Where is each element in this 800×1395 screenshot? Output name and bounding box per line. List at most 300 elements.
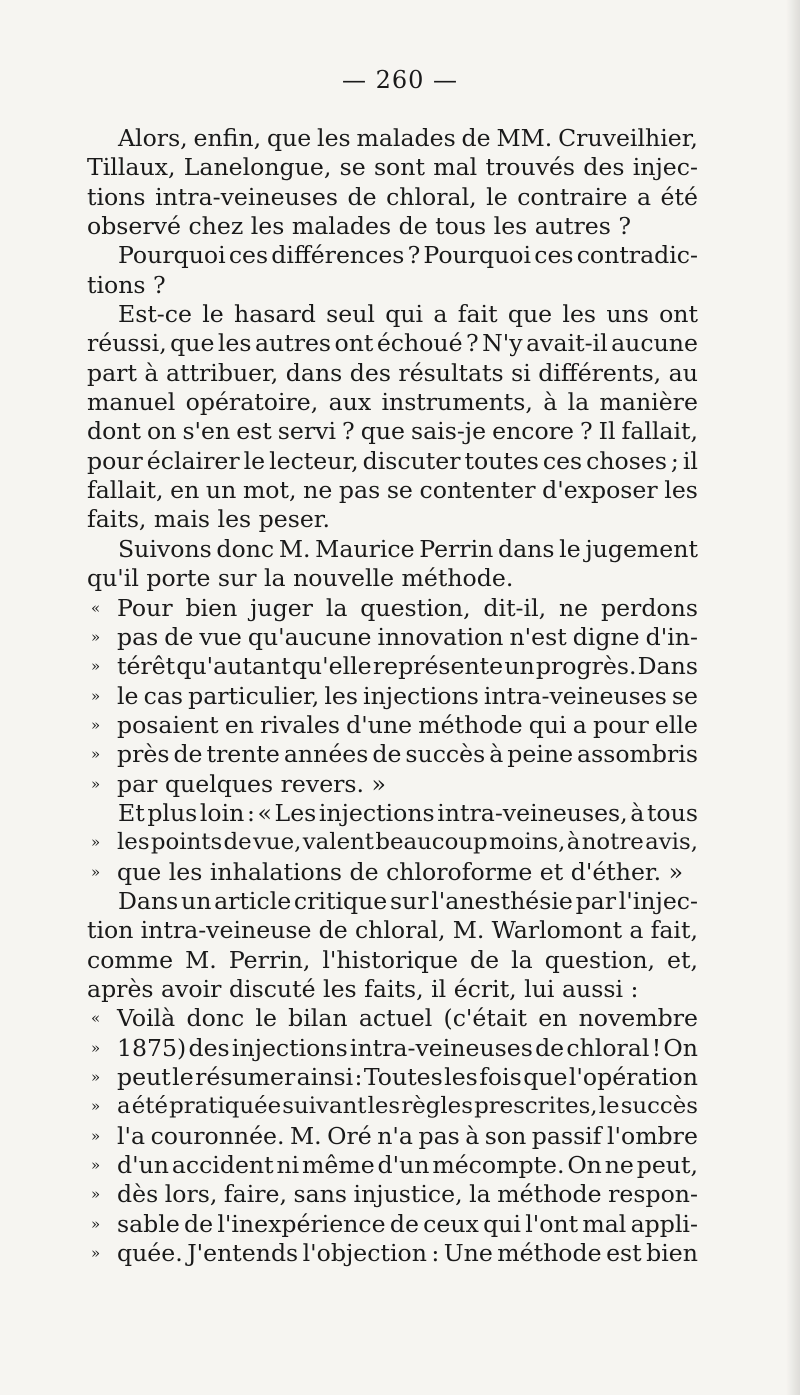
word: suivant bbox=[282, 1093, 367, 1120]
word: injections bbox=[231, 1033, 348, 1062]
word: posaient bbox=[117, 710, 219, 739]
text-line bbox=[0, 916, 800, 945]
word: dont bbox=[87, 417, 141, 446]
word: Une bbox=[443, 1239, 493, 1268]
line-text: observé chez les malades de tous les autres ? bbox=[87, 212, 632, 241]
text-line bbox=[0, 828, 800, 857]
text-line bbox=[0, 770, 800, 799]
word: ne bbox=[604, 1151, 634, 1180]
word: années bbox=[283, 740, 369, 769]
word: question, bbox=[360, 593, 471, 622]
word: N'y bbox=[482, 329, 523, 358]
word: M. bbox=[185, 945, 217, 974]
word: peine bbox=[507, 740, 574, 769]
word: progrès. bbox=[535, 652, 637, 681]
word: ni bbox=[276, 1151, 300, 1180]
word: que bbox=[360, 417, 405, 446]
text-line bbox=[0, 241, 800, 270]
text-line bbox=[0, 388, 800, 417]
word: encore bbox=[492, 417, 574, 446]
word: rivales bbox=[260, 710, 340, 739]
word: mot, bbox=[242, 476, 297, 505]
word: l'opération bbox=[568, 1063, 698, 1091]
word: à bbox=[630, 798, 645, 827]
word: attribuer, bbox=[165, 358, 279, 387]
word: novembre bbox=[578, 1004, 698, 1033]
word: Oré bbox=[327, 1121, 372, 1150]
word: représente bbox=[372, 652, 504, 681]
word: mécompte. bbox=[432, 1151, 565, 1180]
word: qui bbox=[528, 710, 567, 739]
word: contenter bbox=[419, 476, 536, 505]
word: résumer bbox=[195, 1063, 296, 1091]
word: pas bbox=[117, 622, 159, 651]
word: en bbox=[170, 476, 200, 505]
text-line bbox=[0, 975, 800, 1004]
quote-mark: » bbox=[91, 833, 101, 852]
word: M. bbox=[452, 916, 485, 945]
line-text: faits, mais les peser. bbox=[87, 505, 330, 534]
quote-mark: » bbox=[91, 686, 101, 705]
word: qu'autant bbox=[176, 652, 291, 681]
word: les bbox=[444, 1063, 478, 1091]
word: d'exposer bbox=[542, 476, 658, 505]
word: aucune bbox=[611, 329, 698, 358]
word: l'ont bbox=[525, 1209, 579, 1238]
word: de bbox=[535, 1033, 565, 1062]
word: de bbox=[470, 945, 500, 974]
word: l'anesthésie bbox=[431, 886, 573, 915]
word: hasard bbox=[234, 300, 316, 329]
word: uns bbox=[606, 300, 649, 329]
word: comme bbox=[87, 945, 174, 974]
quote-mark: » bbox=[91, 1214, 101, 1233]
word: la bbox=[567, 388, 590, 417]
word: le bbox=[255, 1004, 277, 1033]
word: chloral, bbox=[354, 916, 446, 945]
word: été bbox=[131, 1093, 168, 1120]
word: beaucoup bbox=[375, 829, 488, 856]
word: ! bbox=[651, 1033, 662, 1062]
text-line bbox=[0, 535, 800, 564]
word: le bbox=[243, 446, 266, 475]
word: injections bbox=[318, 798, 435, 827]
word: Et bbox=[118, 798, 145, 827]
word: par bbox=[575, 886, 617, 915]
word: à bbox=[543, 388, 558, 417]
text-line bbox=[0, 682, 800, 711]
word: juger bbox=[250, 593, 313, 622]
word: bilan bbox=[288, 1004, 348, 1033]
word: « bbox=[257, 798, 272, 827]
word: que bbox=[266, 124, 312, 152]
word: a bbox=[117, 1093, 131, 1120]
text-line bbox=[0, 359, 800, 388]
word: ? bbox=[466, 329, 479, 358]
word: opératoire, bbox=[185, 388, 319, 417]
word: manière bbox=[599, 388, 698, 417]
body-text bbox=[0, 124, 800, 1268]
word: des bbox=[583, 153, 625, 182]
word: les bbox=[117, 829, 150, 856]
text-line bbox=[0, 799, 800, 828]
word: a bbox=[629, 916, 644, 945]
word: innovation bbox=[377, 622, 504, 651]
word: instruments, bbox=[381, 388, 533, 417]
word: qu'aucune bbox=[247, 622, 372, 651]
word: n'a bbox=[377, 1121, 413, 1150]
word: le bbox=[172, 1063, 194, 1091]
quote-mark: » bbox=[91, 657, 101, 676]
word: fallait, bbox=[87, 476, 164, 505]
word: fait, bbox=[650, 916, 698, 945]
text-line bbox=[0, 1151, 800, 1180]
word: que bbox=[523, 1063, 568, 1091]
word: jugement bbox=[585, 534, 698, 563]
word: de bbox=[372, 740, 402, 769]
word: l'a bbox=[117, 1121, 146, 1150]
word: ont bbox=[659, 300, 698, 329]
word: la bbox=[511, 945, 533, 974]
word: règles bbox=[401, 1093, 473, 1120]
word: lecteur, bbox=[269, 446, 359, 475]
word: M. bbox=[278, 534, 311, 563]
word: actuel bbox=[358, 1004, 433, 1033]
line-text: après avoir discuté les faits, il écrit, lui aussi : bbox=[87, 974, 639, 1003]
word: succès bbox=[405, 740, 486, 769]
word: l'inexpérience bbox=[217, 1209, 386, 1238]
word: couronnée. bbox=[150, 1121, 285, 1150]
word: il bbox=[682, 446, 698, 475]
word: succès bbox=[620, 1093, 698, 1120]
word: : bbox=[246, 798, 255, 827]
word: digne bbox=[572, 622, 640, 651]
word: loin bbox=[199, 798, 245, 827]
word: l'historique bbox=[322, 945, 459, 974]
word: peut bbox=[117, 1063, 171, 1091]
text-line bbox=[0, 271, 800, 300]
word: faire, bbox=[223, 1180, 287, 1209]
text-line bbox=[0, 1063, 800, 1092]
word: ? bbox=[579, 417, 593, 446]
word: intra-veineuses, bbox=[437, 798, 628, 827]
word: d'un bbox=[377, 1151, 430, 1180]
word: toutes bbox=[464, 446, 539, 475]
word: manuel bbox=[87, 388, 176, 417]
word: à bbox=[566, 829, 581, 856]
text-line bbox=[0, 153, 800, 182]
word: bien bbox=[646, 1239, 698, 1268]
word: la bbox=[325, 593, 348, 622]
text-line bbox=[0, 740, 800, 769]
word: sur bbox=[389, 886, 429, 915]
word: contradic- bbox=[576, 241, 698, 270]
word: prescrites, bbox=[474, 1093, 598, 1120]
word: à bbox=[144, 358, 159, 387]
word: discuter bbox=[362, 446, 461, 475]
word: que bbox=[170, 329, 215, 358]
text-line bbox=[0, 417, 800, 446]
word: la bbox=[469, 1180, 491, 1209]
word: On bbox=[567, 1151, 602, 1180]
word: sais-je bbox=[411, 417, 487, 446]
word: qui bbox=[483, 1209, 521, 1238]
text-line bbox=[0, 124, 800, 153]
word: s'en bbox=[182, 417, 231, 446]
word: ces bbox=[534, 241, 574, 270]
word: dans bbox=[498, 534, 555, 563]
word: J'entends bbox=[187, 1239, 299, 1268]
word: méthode bbox=[497, 1239, 602, 1268]
word: tous bbox=[646, 798, 698, 827]
word: méthode bbox=[497, 1180, 602, 1209]
word: trente bbox=[206, 740, 280, 769]
word: mal bbox=[582, 1209, 627, 1238]
word: un bbox=[181, 886, 212, 915]
word: méthode bbox=[418, 710, 523, 739]
text-line bbox=[0, 1210, 800, 1239]
word: seul bbox=[326, 300, 375, 329]
quote-mark: » bbox=[91, 1097, 101, 1116]
word: on bbox=[147, 417, 177, 446]
word: appli- bbox=[630, 1209, 698, 1238]
quote-mark: » bbox=[91, 627, 101, 646]
word: d'une bbox=[346, 710, 413, 739]
line-text: tions ? bbox=[87, 270, 166, 299]
word: l'ombre bbox=[606, 1121, 698, 1150]
word: différents, bbox=[538, 358, 662, 387]
text-line bbox=[0, 594, 800, 623]
word: de bbox=[173, 740, 203, 769]
word: injections bbox=[363, 681, 479, 710]
word: pour bbox=[592, 710, 649, 739]
word: ainsi bbox=[296, 1063, 354, 1091]
word: les bbox=[217, 329, 252, 358]
word: pour bbox=[87, 446, 143, 475]
word: fallait, bbox=[621, 417, 698, 446]
text-line bbox=[0, 300, 800, 329]
word: a bbox=[572, 710, 587, 739]
word: un bbox=[205, 476, 237, 505]
word: sont bbox=[373, 153, 425, 182]
word: ? bbox=[407, 241, 421, 270]
word: des bbox=[188, 1033, 230, 1062]
quote-mark: » bbox=[91, 1244, 101, 1263]
word: accident bbox=[171, 1151, 274, 1180]
word: l'injec- bbox=[618, 886, 698, 915]
text-line bbox=[0, 329, 800, 358]
word: le bbox=[559, 534, 581, 563]
word: Maurice bbox=[315, 534, 415, 563]
word: M. bbox=[290, 1121, 322, 1150]
word: Lanelongue, bbox=[183, 153, 332, 182]
word: part bbox=[87, 358, 137, 387]
word: plus bbox=[147, 798, 198, 827]
word: Pourquoi bbox=[423, 241, 532, 270]
word: de bbox=[461, 124, 491, 152]
quote-mark: » bbox=[91, 1068, 101, 1086]
word: se bbox=[339, 153, 366, 182]
word: au bbox=[668, 358, 698, 387]
text-line bbox=[0, 476, 800, 505]
quote-mark: » bbox=[91, 745, 101, 764]
word: est bbox=[606, 1239, 642, 1268]
word: vue bbox=[199, 622, 242, 651]
word: qui bbox=[385, 300, 424, 329]
word: Alors, bbox=[118, 124, 188, 152]
word: de bbox=[318, 916, 348, 945]
word: les bbox=[317, 124, 351, 152]
word: valent bbox=[302, 829, 374, 856]
word: intra-veineuses bbox=[155, 182, 338, 211]
word: trouvés bbox=[485, 153, 576, 182]
word: a bbox=[636, 182, 652, 211]
word: (c'était bbox=[443, 1004, 527, 1033]
quote-mark: « bbox=[91, 1009, 101, 1028]
text-line bbox=[0, 1034, 800, 1063]
word: ne bbox=[558, 593, 589, 622]
word: même bbox=[302, 1151, 375, 1180]
word: respon- bbox=[608, 1180, 698, 1209]
word: aux bbox=[328, 388, 372, 417]
word: éclairer bbox=[146, 446, 240, 475]
word: de bbox=[389, 1209, 419, 1238]
word: 1875) bbox=[117, 1033, 187, 1062]
word: perdons bbox=[600, 593, 698, 622]
quote-mark: » bbox=[91, 1156, 101, 1175]
word: été bbox=[660, 182, 698, 211]
word: tions bbox=[87, 182, 146, 211]
word: le bbox=[202, 300, 224, 329]
word: Les bbox=[274, 798, 317, 827]
word: en bbox=[538, 1004, 568, 1033]
word: Perrin, bbox=[228, 945, 311, 974]
quote-mark: » bbox=[91, 862, 101, 881]
page-number: — 260 — bbox=[341, 66, 459, 94]
word: Pour bbox=[117, 593, 173, 622]
word: Cruveilhier, bbox=[558, 124, 698, 152]
word: intra-veineuses bbox=[483, 681, 667, 710]
word: pratiquée bbox=[169, 1093, 282, 1120]
word: critique bbox=[293, 886, 388, 915]
word: près bbox=[117, 740, 170, 769]
word: des bbox=[349, 358, 391, 387]
word: injustice, bbox=[353, 1180, 463, 1209]
word: le bbox=[598, 1093, 620, 1120]
quote-mark: « bbox=[91, 598, 101, 617]
word: ont bbox=[334, 329, 374, 358]
word: dit-il, bbox=[483, 593, 547, 622]
word: de bbox=[347, 182, 377, 211]
text-line bbox=[0, 183, 800, 212]
word: enfin, bbox=[193, 124, 262, 152]
word: l'objection bbox=[302, 1239, 427, 1268]
word: points bbox=[150, 829, 223, 856]
word: On bbox=[663, 1033, 698, 1062]
word: si bbox=[511, 358, 531, 387]
word: vue, bbox=[253, 829, 302, 856]
word: intra-veineuse bbox=[140, 916, 312, 945]
quote-mark: » bbox=[91, 1126, 101, 1145]
text-line bbox=[0, 212, 800, 241]
word: térêt bbox=[117, 652, 176, 681]
text-line bbox=[0, 447, 800, 476]
text-line bbox=[0, 887, 800, 916]
word: à bbox=[489, 740, 504, 769]
word: dans bbox=[285, 358, 343, 387]
word: lors, bbox=[164, 1180, 218, 1209]
word: servi bbox=[277, 417, 337, 446]
word: le bbox=[486, 182, 508, 211]
word: se bbox=[671, 681, 698, 710]
word: fois bbox=[479, 1063, 522, 1091]
word: intra-veineuses bbox=[349, 1033, 533, 1062]
word: moins, bbox=[489, 829, 566, 856]
text-line bbox=[0, 564, 800, 593]
line-text: que les inhalations de chloroforme et d'éther. » bbox=[117, 857, 684, 886]
text-line bbox=[0, 505, 800, 534]
text-line bbox=[0, 1180, 800, 1209]
word: sans bbox=[293, 1180, 347, 1209]
word: ces bbox=[228, 241, 269, 270]
word: contraire bbox=[517, 182, 628, 211]
word: notre bbox=[581, 829, 644, 856]
word: particulier, bbox=[188, 681, 320, 710]
word: Il bbox=[598, 417, 616, 446]
word: son bbox=[484, 1121, 527, 1150]
word: ? bbox=[342, 417, 355, 446]
quote-mark: » bbox=[91, 1185, 101, 1204]
word: Voilà bbox=[117, 1004, 176, 1033]
word: que bbox=[507, 300, 553, 329]
word: quée. bbox=[117, 1239, 183, 1268]
word: différences bbox=[271, 241, 405, 270]
word: un bbox=[504, 652, 535, 681]
word: assombris bbox=[577, 740, 698, 769]
word: pas bbox=[338, 476, 381, 505]
word: de bbox=[184, 1209, 214, 1238]
word: les bbox=[664, 476, 698, 505]
word: d'un bbox=[117, 1151, 169, 1180]
word: chloral, bbox=[386, 182, 477, 211]
word: Perrin bbox=[419, 534, 494, 563]
word: : bbox=[354, 1063, 363, 1091]
word: dès bbox=[117, 1180, 159, 1209]
word: et, bbox=[667, 945, 698, 974]
word: bien bbox=[185, 593, 238, 622]
word: en bbox=[224, 710, 254, 739]
line-text: par quelques revers. » bbox=[117, 769, 386, 798]
word: pas bbox=[418, 1121, 460, 1150]
word: les bbox=[367, 1093, 401, 1120]
word: donc bbox=[186, 1004, 245, 1033]
word: avis, bbox=[645, 829, 698, 856]
word: Tillaux, bbox=[87, 153, 176, 182]
word: mal bbox=[433, 153, 478, 182]
word: autres bbox=[254, 329, 332, 358]
word: Dans bbox=[637, 652, 698, 681]
word: choses bbox=[586, 446, 667, 475]
word: Suivons bbox=[118, 534, 212, 563]
word: MM. bbox=[496, 124, 553, 152]
text-line bbox=[0, 1239, 800, 1268]
text-line bbox=[0, 711, 800, 740]
text-line bbox=[0, 1004, 800, 1033]
word: Dans bbox=[118, 886, 179, 915]
word: Toutes bbox=[363, 1063, 443, 1091]
word: : bbox=[431, 1239, 440, 1268]
word: donc bbox=[216, 534, 275, 563]
